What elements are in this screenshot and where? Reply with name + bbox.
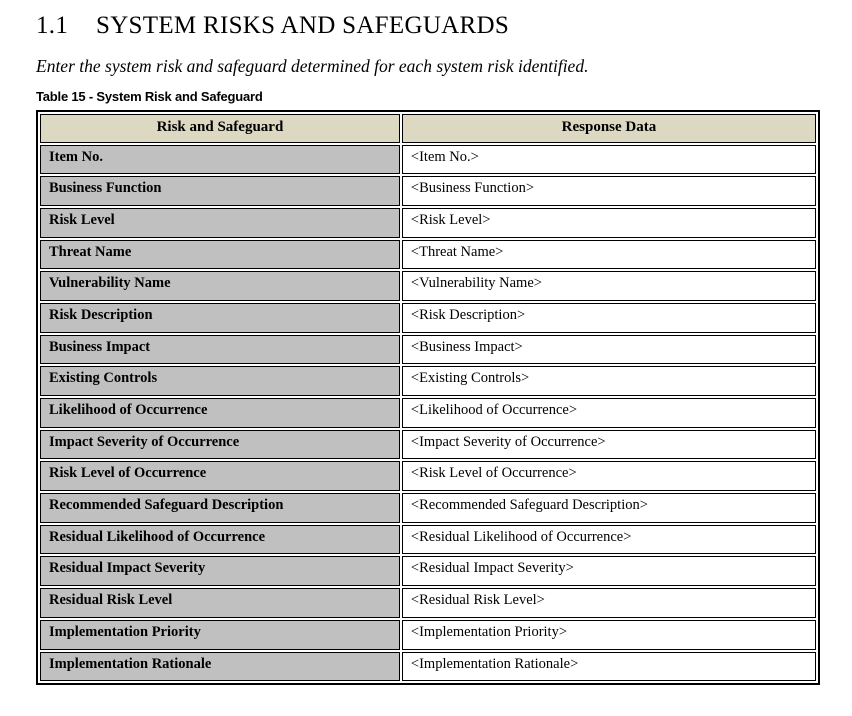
section-number: 1.1 xyxy=(36,12,69,39)
response-value-cell: <Risk Level> xyxy=(402,208,816,238)
table-row xyxy=(40,176,816,206)
table-body xyxy=(40,145,816,681)
risk-label-cell: Item No. xyxy=(40,145,400,175)
response-value-cell: <Vulnerability Name> xyxy=(402,271,816,301)
table-row xyxy=(40,208,816,238)
risk-label-cell: Residual Likelihood of Occurrence xyxy=(40,525,400,555)
risk-label-cell: Residual Risk Level xyxy=(40,588,400,618)
response-value-cell: <Item No.> xyxy=(402,145,816,175)
risk-label-cell: Vulnerability Name xyxy=(40,271,400,301)
response-value-cell: <Risk Level of Occurrence> xyxy=(402,461,816,491)
risk-label-cell: Business Impact xyxy=(40,335,400,365)
response-value-cell: <Business Impact> xyxy=(402,335,816,365)
table-row xyxy=(40,556,816,586)
risk-label-cell: Risk Level of Occurrence xyxy=(40,461,400,491)
response-value-cell: <Threat Name> xyxy=(402,240,816,270)
risk-label-cell: Likelihood of Occurrence xyxy=(40,398,400,428)
table-row xyxy=(40,493,816,523)
table-row xyxy=(40,240,816,270)
table-row xyxy=(40,366,816,396)
risk-label-cell: Business Function xyxy=(40,176,400,206)
risk-label-cell: Impact Severity of Occurrence xyxy=(40,430,400,460)
instruction-text: Enter the system risk and safeguard determined for each system risk identified. xyxy=(36,55,589,76)
risk-label-cell: Risk Description xyxy=(40,303,400,333)
column-header-response-data: Response Data xyxy=(402,114,816,143)
response-value-cell: <Likelihood of Occurrence> xyxy=(402,398,816,428)
response-value-cell: <Residual Likelihood of Occurrence> xyxy=(402,525,816,555)
table-row xyxy=(40,335,816,365)
response-value-cell: <Residual Risk Level> xyxy=(402,588,816,618)
response-value-cell: <Existing Controls> xyxy=(402,366,816,396)
risk-safeguard-table xyxy=(36,110,820,686)
response-value-cell: <Impact Severity of Occurrence> xyxy=(402,430,816,460)
response-value-cell: <Implementation Priority> xyxy=(402,620,816,650)
table-row xyxy=(40,461,816,491)
section-title: SYSTEM RISKS AND SAFEGUARDS xyxy=(96,12,510,39)
risk-label-cell: Residual Impact Severity xyxy=(40,556,400,586)
table-row xyxy=(40,398,816,428)
table-header xyxy=(40,114,816,143)
response-value-cell: <Recommended Safeguard Description> xyxy=(402,493,816,523)
response-value-cell: <Business Function> xyxy=(402,176,816,206)
table-header-row xyxy=(40,114,816,143)
column-header-risk-safeguard: Risk and Safeguard xyxy=(40,114,400,143)
table-row xyxy=(40,303,816,333)
response-value-cell: <Implementation Rationale> xyxy=(402,652,816,682)
table-row xyxy=(40,652,816,682)
response-value-cell: <Risk Description> xyxy=(402,303,816,333)
table-row xyxy=(40,588,816,618)
risk-label-cell: Implementation Priority xyxy=(40,620,400,650)
risk-label-cell: Existing Controls xyxy=(40,366,400,396)
section-heading xyxy=(36,12,820,40)
table-row xyxy=(40,271,816,301)
risk-label-cell: Threat Name xyxy=(40,240,400,270)
table-row xyxy=(40,145,816,175)
response-value-cell: <Residual Impact Severity> xyxy=(402,556,816,586)
risk-label-cell: Recommended Safeguard Description xyxy=(40,493,400,523)
risk-label-cell: Risk Level xyxy=(40,208,400,238)
risk-label-cell: Implementation Rationale xyxy=(40,652,400,682)
table-row xyxy=(40,430,816,460)
table-caption: Table 15 - System Risk and Safeguard xyxy=(36,88,263,104)
table-row xyxy=(40,525,816,555)
table-row xyxy=(40,620,816,650)
